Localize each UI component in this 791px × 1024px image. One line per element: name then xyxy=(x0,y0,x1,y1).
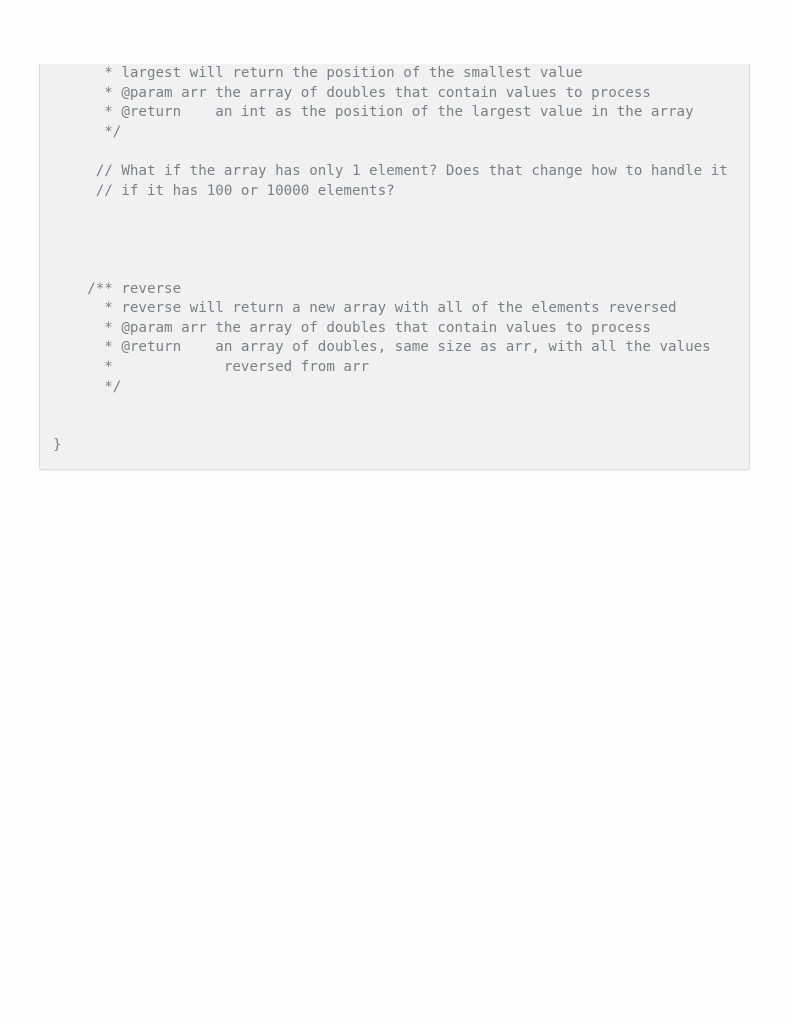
code-line: * @param arr the array of doubles that contain values to process xyxy=(53,84,651,101)
code-line xyxy=(53,417,728,437)
code-line: /** reverse xyxy=(53,280,182,297)
code-block xyxy=(39,64,750,470)
code-line: * @return an array of doubles, same size as arr, with all the values xyxy=(53,339,711,356)
code-line xyxy=(53,221,728,241)
code-line: * @param arr the array of doubles that contain values to process xyxy=(53,319,651,336)
code-line xyxy=(53,240,728,260)
code-line: */ xyxy=(53,123,122,140)
code-line: * reversed from arr xyxy=(53,358,370,375)
code-line: * reverse will return a new array with all of the elements reversed xyxy=(53,300,677,317)
code-line: // What if the array has only 1 element? Does that change how to handle it xyxy=(53,162,728,179)
code-line: */ xyxy=(53,378,122,395)
code-line xyxy=(53,260,728,280)
code-line xyxy=(53,201,728,221)
code-line: } xyxy=(53,437,62,454)
code-line xyxy=(53,142,728,162)
code-line xyxy=(53,397,728,417)
code-line: // if it has 100 or 10000 elements? xyxy=(53,182,395,199)
code-text xyxy=(53,64,728,456)
code-line: * @return an int as the position of the largest value in the array xyxy=(53,104,694,121)
code-line: * largest will return the position of the smallest value xyxy=(53,65,583,81)
